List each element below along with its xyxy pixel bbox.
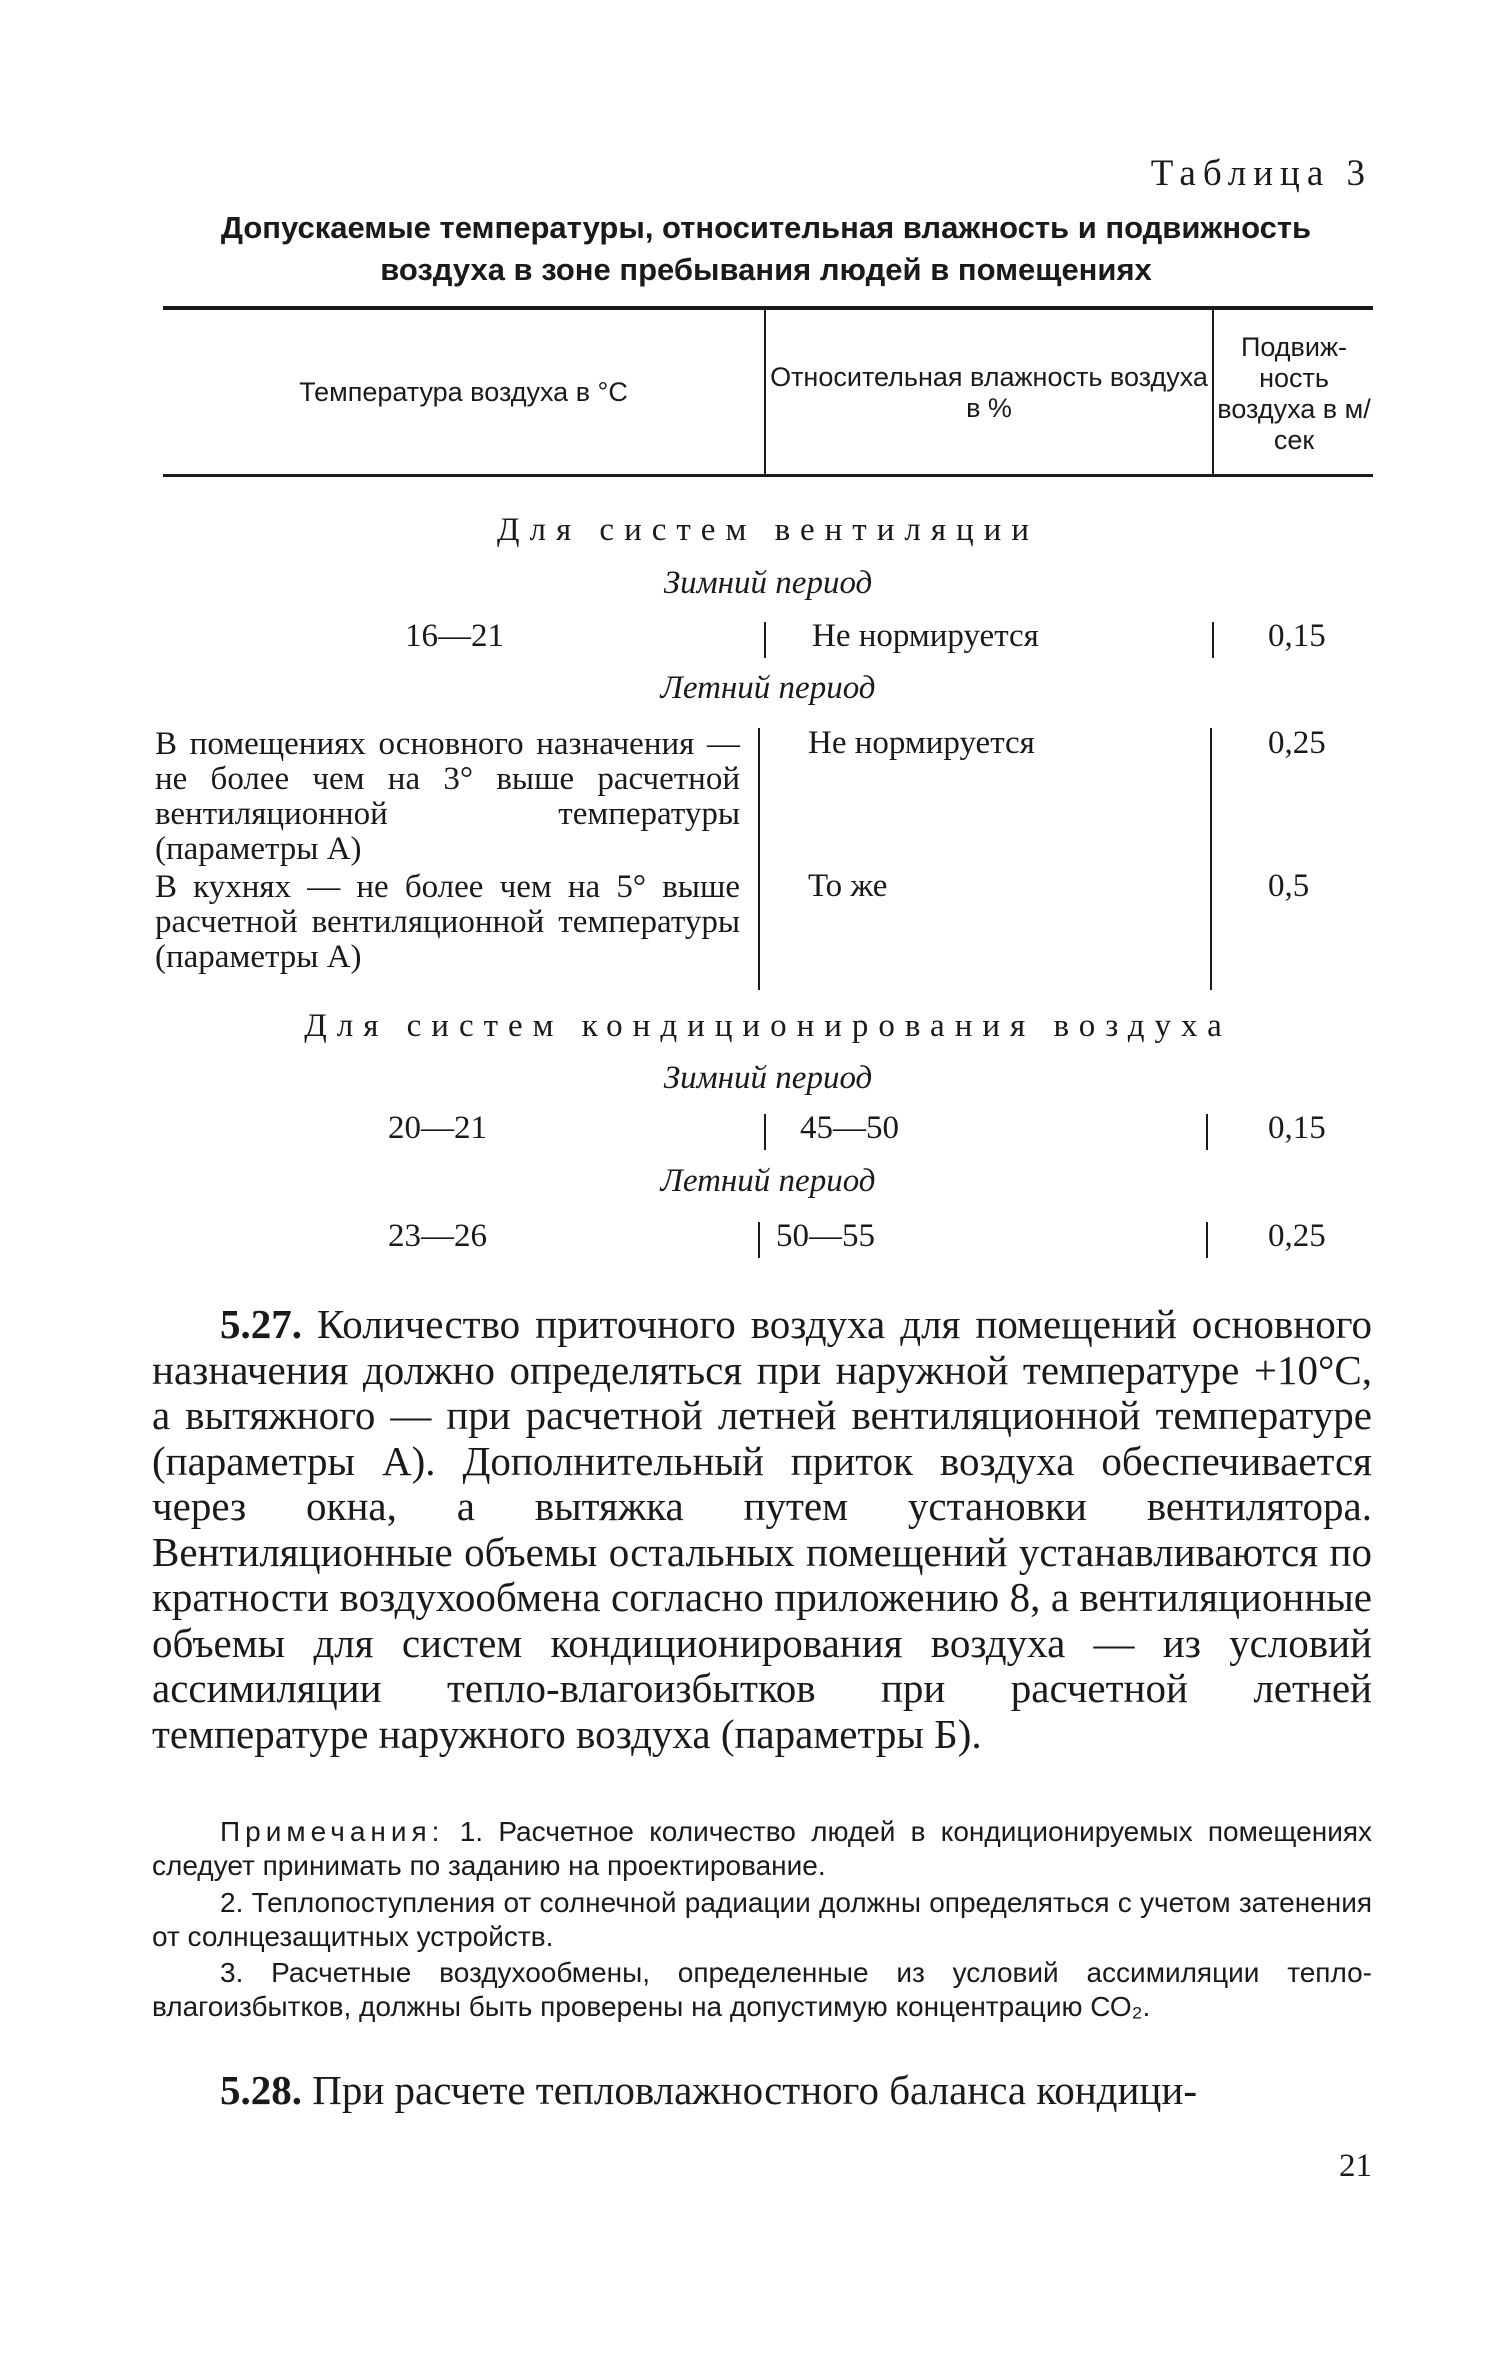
conditioning-summer-label: Летний период — [660, 1163, 876, 1199]
table-header-rule — [163, 474, 1373, 477]
vent-winter-temp: 16—21 — [405, 618, 504, 654]
vent-winter-humidity: Не нормируется — [812, 618, 1039, 654]
paragraph-5-27 — [152, 1302, 1372, 1757]
vent-summer-humidity-2: То же — [808, 868, 888, 904]
paragraph-number: 5.28. — [220, 2067, 302, 2113]
note-text: 1. Расчетное количество людей в кондиционируемых помещениях следует принимать по заданию на проектирование. — [152, 1816, 1372, 1881]
divider — [758, 1222, 760, 1258]
notes-label: Примечания: — [220, 1816, 445, 1847]
header-air-speed: Подвиж- ность воздуха в м/сек — [1217, 332, 1371, 455]
cond-summer-humidity: 50—55 — [776, 1218, 875, 1254]
vent-summer-temp-1: В помещениях основного назначения — не более чем на 3° выше расчетной вентиляционной температуры (параметры А) — [155, 726, 740, 867]
divider — [764, 1114, 766, 1150]
table-number: Таблица 3 — [1150, 153, 1372, 194]
header-humidity: Относительная влажность воздуха в % — [770, 362, 1208, 423]
cond-winter-temp: 20—21 — [388, 1110, 487, 1146]
paragraph-text: При расчете тепловлажностного баланса кондици- — [312, 2067, 1197, 2113]
note-1 — [152, 1815, 1372, 1883]
cond-winter-speed: 0,15 — [1268, 1110, 1326, 1146]
cond-summer-speed: 0,25 — [1268, 1218, 1326, 1254]
section-ventilation-title: Для систем вентиляции — [497, 512, 1039, 548]
table-caption: Допускаемые температуры, относительная влажность и подвижность воздуха в зоне пребывания людей в помещениях — [220, 210, 1312, 287]
divider — [1210, 728, 1212, 990]
divider — [1212, 622, 1214, 658]
divider — [764, 622, 766, 658]
table-top-rule — [163, 306, 1373, 310]
ventilation-winter-label: Зимний период — [663, 565, 873, 601]
header-temperature: Температура воздуха в °С — [299, 377, 628, 407]
paragraph-number: 5.27. — [220, 1301, 302, 1347]
vent-summer-speed-2: 0,5 — [1268, 868, 1310, 904]
vent-summer-speed-1: 0,25 — [1268, 725, 1326, 761]
cond-summer-temp: 23—26 — [388, 1218, 487, 1254]
paragraph-text: Количество приточного воздуха для помещений основного назначения должно определяться при наружной температуре +10°С, а вытяжного — при расчетной летней вентиляционной температуре (параметры А). Дополнительный приток воздуха обеспечивается через окна, а вытяжка путем установки вентилятора. Вентиляционные объемы остальных помещений устанавливаются по кратности воздухообмена согласно приложению 8, а вентиляционные объемы для систем кондиционирования воздуха — из условий ассимиляции тепло-влагоизбытков при расчетной летней температуре наружного воздуха (параметры Б). — [152, 1301, 1373, 1757]
page-number: 21 — [1339, 2148, 1372, 2184]
vent-summer-temp-2: В кухнях — не более чем на 5° выше расчетной вентиляционной температуры (параметры А) — [155, 869, 740, 975]
note-2: 2. Теплопоступления от солнечной радиации должны определяться с учетом затенения от солнцезащитных устройств. — [152, 1887, 1372, 1952]
section-conditioning-title: Для систем кондиционирования воздуха — [304, 1008, 1232, 1044]
header-divider-2 — [1212, 310, 1214, 474]
conditioning-winter-label: Зимний период — [663, 1060, 873, 1096]
cond-winter-humidity: 45—50 — [800, 1110, 899, 1146]
vent-summer-humidity-1: Не нормируется — [808, 725, 1035, 761]
note-3: 3. Расчетные воздухообмены, определенные из условий ассимиляции тепло-влагоизбытков, должны быть проверены на допустимую концентрацию СО₂. — [152, 1957, 1372, 2022]
divider — [1206, 1114, 1208, 1150]
ventilation-summer-label: Летний период — [660, 670, 876, 706]
paragraph-5-28 — [152, 2068, 1372, 2114]
vent-winter-speed: 0,15 — [1268, 618, 1326, 654]
divider — [1206, 1222, 1208, 1258]
divider — [758, 728, 760, 990]
header-divider-1 — [764, 310, 766, 474]
